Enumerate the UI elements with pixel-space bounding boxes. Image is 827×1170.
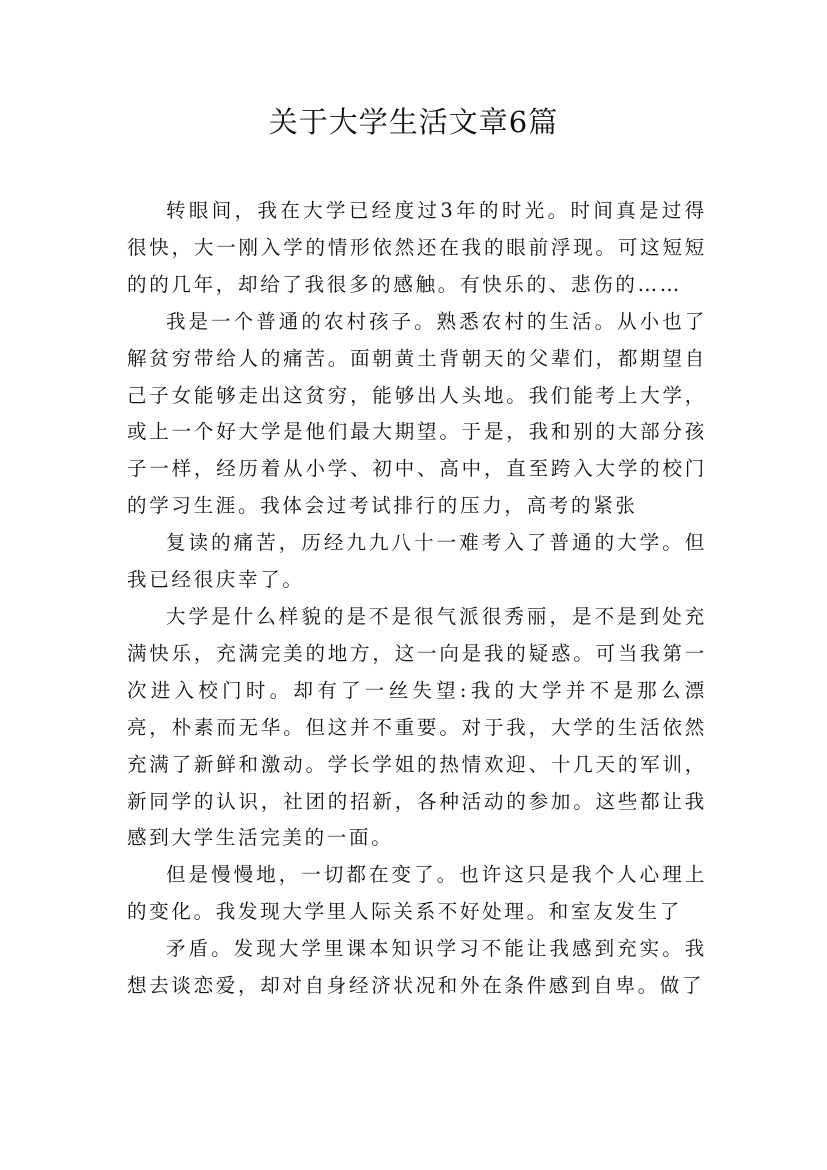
paragraph: 转眼间，我在大学已经度过3年的时光。时间真是过得很快，大一刚入学的情形依然还在我的眼前浮现。可这短短的的几年，却给了我很多的感触。有快乐的、悲伤的…… bbox=[127, 199, 707, 296]
paragraph: 大学是什么样貌的是不是很气派很秀丽，是不是到处充满快乐，充满完美的地方，这一向是我的疑惑。可当我第一次进入校门时。却有了一丝失望:我的大学并不是那么漂亮，朴素而无华。但这并不重要。对于我，大学的生活依然充满了新鲜和激动。学长学姐的热情欢迎、十几天的军训，新同学的认识，社团的招新，各种活动的参加。这些都让我感到大学生活完美的一面。 bbox=[127, 604, 707, 850]
document-title: 关于大学生活文章6篇 bbox=[268, 105, 559, 139]
document-body bbox=[127, 193, 707, 1005]
paragraph: 矛盾。发现大学里课本知识学习不能让我感到充实。我想去谈恋爱，却对自身经济状况和外在条件感到自卑。做了 bbox=[127, 937, 707, 998]
paragraph: 复读的痛苦，历经九九八十一难考入了普通的大学。但我已经很庆幸了。 bbox=[127, 531, 707, 592]
paragraph: 但是慢慢地，一切都在变了。也许这只是我个人心理上的变化。我发现大学里人际关系不好处理。和室友发生了 bbox=[127, 863, 707, 924]
paragraph: 我是一个普通的农村孩子。熟悉农村的生活。从小也了解贫穷带给人的痛苦。面朝黄土背朝天的父辈们，都期望自己子女能够走出这贫穷，能够出人头地。我们能考上大学，或上一个好大学是他们最大期望。于是，我和别的大部分孩子一样，经历着从小学、初中、高中，直至跨入大学的校门的学习生涯。我体会过考试排行的压力，高考的紧张 bbox=[127, 309, 707, 518]
